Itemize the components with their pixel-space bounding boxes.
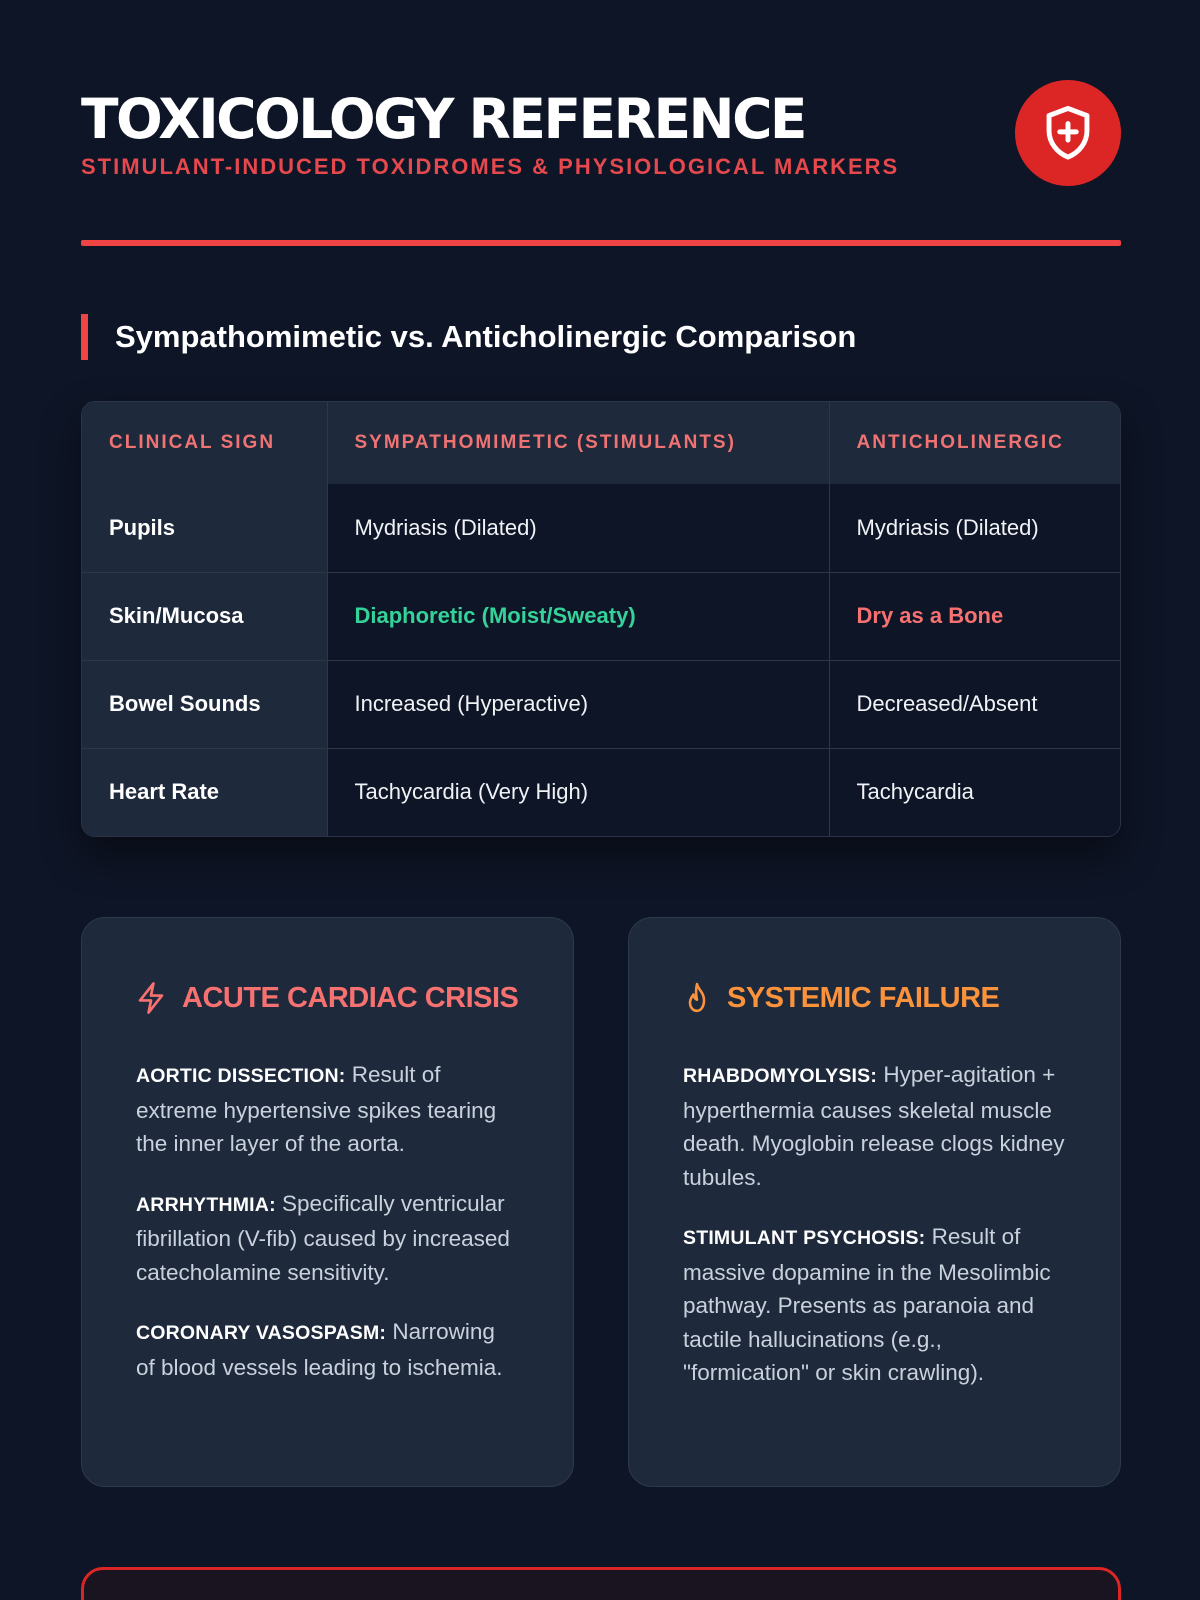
- table-header-row: [82, 402, 1121, 484]
- card-entry: [683, 1058, 1066, 1194]
- entry-term: AORTIC DISSECTION:: [136, 1065, 346, 1087]
- section-accent-bar: [81, 314, 88, 360]
- entry-text: Hyper-agitation + hyperthermia causes skeletal muscle death. Myoglobin release clogs kidney tubules.: [683, 1062, 1065, 1190]
- warning-panel: [81, 1567, 1121, 1600]
- comparison-table-container: [81, 401, 1121, 837]
- column-header-sympathomimetic: SYMPATHOMIMETIC (STIMULANTS): [327, 402, 829, 484]
- clinical-sign-cell: Bowel Sounds: [82, 660, 327, 748]
- acute-cardiac-crisis-card: [81, 917, 574, 1487]
- entry-term: STIMULANT PSYCHOSIS:: [683, 1227, 926, 1249]
- entry-term: CORONARY VASOSPASM:: [136, 1322, 387, 1344]
- column-header-clinical-sign: CLINICAL SIGN: [82, 402, 327, 484]
- sympathomimetic-cell: Increased (Hyperactive): [327, 660, 829, 748]
- lightning-bolt-icon: [136, 981, 166, 1015]
- sympathomimetic-cell: Diaphoretic (Moist/Sweaty): [327, 572, 829, 660]
- card-header: [136, 978, 519, 1018]
- entry-text: Result of extreme hypertensive spikes tearing the inner layer of the aorta.: [136, 1062, 497, 1156]
- entry-term: ARRHYTHMIA:: [136, 1193, 276, 1216]
- card-header: [683, 978, 1066, 1018]
- sympathomimetic-cell: Tachycardia (Very High): [327, 748, 829, 836]
- anticholinergic-cell: Decreased/Absent: [829, 660, 1121, 748]
- anticholinergic-cell: Tachycardia: [829, 748, 1121, 836]
- systemic-failure-card: [628, 917, 1121, 1487]
- card-title: SYSTEMIC FAILURE: [727, 981, 1000, 1014]
- column-header-anticholinergic: ANTICHOLINERGIC: [829, 402, 1121, 484]
- entry-term: RHABDOMYOLYSIS:: [683, 1065, 878, 1087]
- clinical-sign-cell: Heart Rate: [82, 748, 327, 836]
- flame-icon: [683, 981, 711, 1015]
- table-row: [82, 572, 1121, 660]
- card-entry: [683, 1220, 1066, 1390]
- entry-text: Result of massive dopamine in the Mesolimbic pathway. Presents as paranoia and tactile hallucinations (e.g., "formication" or skin crawling).: [683, 1224, 1051, 1385]
- comparison-section-header: [81, 314, 856, 360]
- table-row: [82, 484, 1121, 572]
- sympathomimetic-cell: Mydriasis (Dilated): [327, 484, 829, 572]
- clinical-sign-cell: Pupils: [82, 484, 327, 572]
- shield-plus-icon: [1015, 80, 1121, 186]
- entry-text: Narrowing of blood vessels leading to ischemia.: [136, 1319, 503, 1380]
- card-entry: [136, 1187, 519, 1290]
- entry-text: Specifically ventricular fibrillation (V-fib) caused by increased catecholamine sensitivity.: [136, 1190, 510, 1285]
- comparison-table: [82, 402, 1121, 836]
- table-row: [82, 748, 1121, 836]
- clinical-sign-cell: Skin/Mucosa: [82, 572, 327, 660]
- header-divider: [81, 240, 1121, 246]
- anticholinergic-cell: Dry as a Bone: [829, 572, 1121, 660]
- comparison-heading: Sympathomimetic vs. Anticholinergic Comparison: [115, 319, 857, 354]
- card-title: ACUTE CARDIAC CRISIS: [182, 981, 519, 1014]
- page-subtitle: STIMULANT-INDUCED TOXIDROMES & PHYSIOLOGICAL MARKERS: [81, 154, 900, 179]
- table-row: [82, 660, 1121, 748]
- page-title: TOXICOLOGY REFERENCE: [81, 87, 806, 151]
- card-entry: [136, 1058, 519, 1161]
- anticholinergic-cell: Mydriasis (Dilated): [829, 484, 1121, 572]
- page-header: [81, 80, 1121, 190]
- card-entry: [136, 1315, 519, 1384]
